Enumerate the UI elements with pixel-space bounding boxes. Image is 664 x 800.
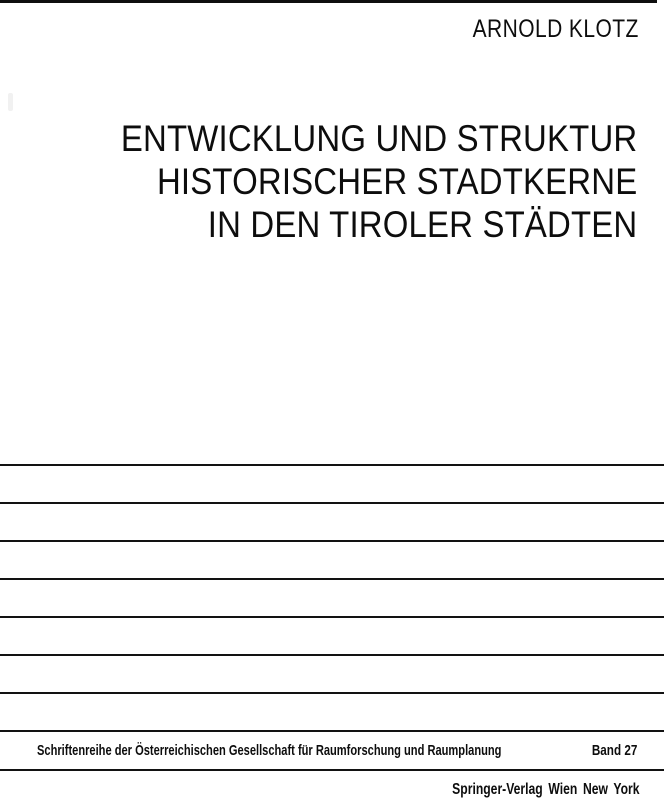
divider-rule-9 <box>0 769 664 771</box>
scan-artifact <box>8 93 13 111</box>
divider-rule-3 <box>0 540 664 542</box>
top-border-line <box>0 0 657 3</box>
divider-rule-5 <box>0 616 664 618</box>
series-title: Schriftenreihe der Österreichischen Gesellschaft für Raumforschung und Raumplanung <box>37 742 502 759</box>
publisher-name: Springer-Verlag Wien New York <box>452 781 640 798</box>
divider-rule-1 <box>0 464 664 466</box>
title-line-2: HISTORISCHER STADTKERNE <box>156 161 637 202</box>
title-line-1: ENTWICKLUNG UND STRUKTUR <box>120 118 637 159</box>
divider-rule-4 <box>0 578 664 580</box>
title-line-3: IN DEN TIROLER STÄDTEN <box>207 204 637 245</box>
divider-rule-6 <box>0 654 664 656</box>
volume-number: Band 27 <box>591 742 637 759</box>
book-title <box>120 117 637 246</box>
divider-rule-8 <box>0 730 664 732</box>
author-name: ARNOLD KLOTZ <box>472 15 639 43</box>
divider-rule-2 <box>0 502 664 504</box>
divider-rule-7 <box>0 692 664 694</box>
